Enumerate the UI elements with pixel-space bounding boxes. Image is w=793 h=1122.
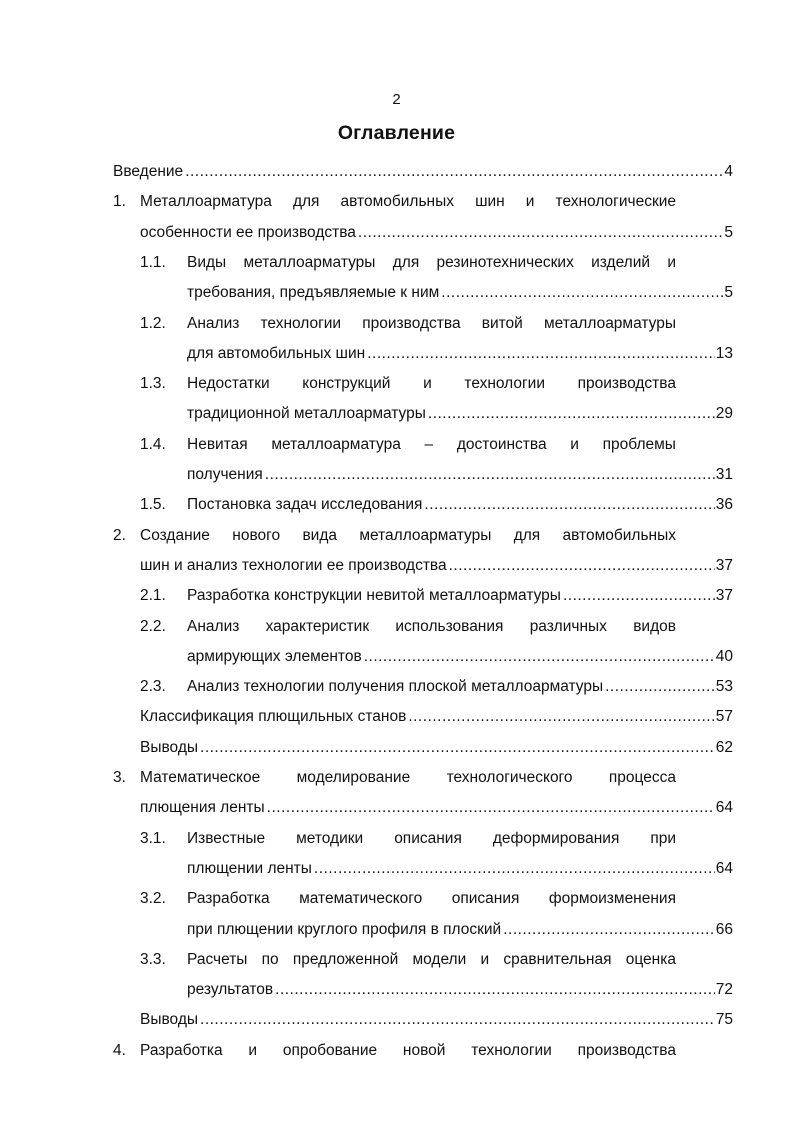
toc-entry-title: Выводы [140, 738, 199, 756]
toc-entry-title: Классификация плющильных станов [140, 708, 407, 726]
toc-entry-leader[interactable] [187, 978, 733, 1002]
toc-word: металлоарматуры [544, 314, 676, 332]
toc-word: металлоарматура [271, 435, 401, 453]
toc-entry-page: 62 [715, 738, 733, 756]
toc-entry-title: Выводы [140, 1011, 199, 1029]
toc-entry-title [187, 887, 676, 911]
toc-entry-title [187, 615, 676, 639]
toc-line [0, 554, 793, 578]
toc-entry-page: 57 [715, 708, 733, 726]
toc-line [0, 705, 793, 729]
toc-entry-number: 3. [113, 769, 126, 786]
dot-leader [605, 675, 715, 699]
toc-line [0, 524, 793, 548]
toc-entry-title [187, 312, 676, 336]
toc-word: видов [633, 617, 676, 635]
toc-line [0, 402, 793, 426]
toc-line [0, 342, 793, 366]
toc-line [0, 948, 793, 972]
dot-leader [200, 1008, 715, 1032]
toc-word: характеристик [265, 617, 370, 635]
toc-line [0, 372, 793, 396]
toc-entry-title: Постановка задач исследования [187, 496, 423, 514]
toc-word: Недостатки [187, 375, 270, 393]
toc-entry-title [140, 766, 676, 790]
toc-word: моделирование [296, 769, 411, 786]
toc-word: и [248, 1041, 258, 1059]
toc-entry-page: 5 [724, 284, 733, 302]
toc-entry-number: 1.5. [140, 496, 166, 514]
toc-entry-title: традиционной металлоарматуры [187, 405, 426, 423]
toc-entry-page: 37 [715, 556, 733, 574]
toc-entry-title: плющения ленты [140, 799, 265, 817]
dot-leader [424, 493, 714, 517]
toc-entry-page: 5 [724, 223, 733, 241]
toc-word: нового [232, 526, 281, 544]
toc-word: металлоарматуры [243, 253, 376, 271]
dot-leader [563, 584, 715, 608]
toc-entry-title [140, 190, 676, 214]
toc-entry-page: 37 [715, 587, 733, 605]
toc-entry-leader[interactable] [140, 221, 733, 245]
toc-word: различных [529, 617, 607, 635]
toc-word: технологического [446, 769, 573, 786]
toc-word: технологические [555, 193, 676, 211]
toc-entry-title: особенности ее производства [140, 223, 356, 241]
toc-entry-leader[interactable] [187, 281, 733, 305]
toc-entry-leader[interactable] [187, 675, 733, 699]
toc-line [0, 433, 793, 457]
toc-entry-leader[interactable] [140, 736, 733, 760]
toc-word: Анализ [187, 617, 240, 635]
toc-entry-leader[interactable] [187, 463, 733, 487]
toc-line [0, 281, 793, 305]
toc-word: для [292, 193, 320, 211]
toc-word: производства [577, 375, 676, 393]
toc-word: опробование [282, 1041, 378, 1059]
toc-word: конструкций [302, 375, 391, 393]
toc-word: – [424, 435, 434, 453]
toc-line [0, 887, 793, 911]
toc-entry-number: 1. [113, 193, 126, 211]
toc-entry-number: 1.3. [140, 375, 166, 393]
toc-line [0, 615, 793, 639]
toc-word: описания [394, 829, 462, 847]
toc-word: Анализ [187, 314, 240, 332]
toc-entry-page: 75 [715, 1011, 733, 1029]
toc-word: производства [362, 314, 461, 332]
toc-line [0, 645, 793, 669]
toc-word: при [650, 829, 676, 847]
toc-entry-title: Разработка конструкции невитой металлоарматуры [187, 587, 561, 605]
toc-entry-leader[interactable] [187, 584, 733, 608]
toc-word: и [423, 375, 432, 393]
toc-line [0, 796, 793, 820]
toc-word: Разработка [187, 890, 270, 908]
toc-line [0, 857, 793, 881]
toc-entry-title [187, 948, 676, 972]
toc-word: формоизменения [548, 890, 676, 908]
toc-word: Математическое [140, 769, 261, 786]
toc-word: математического [299, 890, 423, 908]
toc-entry-page: 13 [715, 344, 733, 362]
toc-word: Невитая [187, 435, 248, 453]
toc-entry-number: 3.1. [140, 829, 166, 847]
toc-entry-title [140, 524, 676, 548]
dot-leader [358, 221, 723, 245]
toc-word: методики [296, 829, 364, 847]
toc-word: Виды [187, 253, 227, 271]
toc-line [0, 251, 793, 275]
toc-entry-page: 64 [715, 799, 733, 817]
toc-line [0, 978, 793, 1002]
toc-entry-number: 2.1. [140, 587, 166, 605]
toc-word: и [525, 193, 535, 211]
dot-leader [314, 857, 715, 881]
toc-entry-leader[interactable] [140, 554, 733, 578]
toc-word: металлоарматуры [359, 526, 492, 544]
toc-entry-title [187, 251, 676, 275]
toc-word: автомобильных [340, 193, 454, 211]
toc-line [0, 493, 793, 517]
toc-line [0, 312, 793, 336]
toc-line [0, 584, 793, 608]
toc-word: изделий [591, 253, 651, 271]
toc-word: автомобильных [562, 526, 676, 544]
toc-entry-page: 53 [715, 678, 733, 696]
toc-word: использования [395, 617, 504, 635]
toc-entry-title [187, 372, 676, 396]
toc-entry-title: требования, предъявляемые к ним [187, 284, 440, 302]
dot-leader [503, 918, 715, 942]
dot-leader [428, 402, 715, 426]
page-number: 2 [392, 91, 401, 108]
toc-line [0, 463, 793, 487]
dot-leader [265, 463, 715, 487]
toc-entry-title: плющении ленты [187, 859, 312, 877]
toc-line [0, 221, 793, 245]
toc-word: по [261, 950, 279, 968]
toc-entry-leader[interactable] [187, 857, 733, 881]
toc-entry-leader[interactable] [187, 342, 733, 366]
toc-entry-page: 29 [715, 405, 733, 423]
toc-line [0, 766, 793, 790]
toc-entry-number: 3.2. [140, 890, 166, 908]
toc-word: Металлоарматура [140, 193, 272, 211]
dot-leader [449, 554, 715, 578]
toc-entry-number: 1.4. [140, 435, 166, 453]
toc-word: производства [577, 1041, 676, 1059]
toc-entry-number: 1.2. [140, 314, 166, 332]
toc-entry-number: 2.3. [140, 678, 166, 696]
toc-entry-title: Анализ технологии получения плоской металлоарматуры [187, 678, 604, 696]
toc-entry-number: 2.2. [140, 617, 166, 635]
toc-word: предложенной [292, 950, 399, 968]
toc-entry-leader[interactable] [140, 705, 733, 729]
toc-word: технологии [471, 1041, 552, 1059]
toc-entry-page: 66 [715, 920, 733, 938]
toc-entry-page: 36 [715, 496, 733, 514]
toc-word: Известные [187, 829, 266, 847]
toc-word: Разработка [140, 1041, 223, 1059]
dot-leader [408, 705, 714, 729]
toc-word: достоинства [456, 435, 547, 453]
toc-word: проблемы [602, 435, 676, 453]
toc-word: витой [481, 314, 523, 332]
toc-line [0, 827, 793, 851]
dot-leader [200, 736, 715, 760]
toc-word: модели [412, 950, 467, 968]
toc-entry-title: армирующих элементов [187, 647, 362, 665]
toc-word: деформирования [492, 829, 620, 847]
toc-line [0, 160, 793, 184]
toc-entry-page: 72 [715, 981, 733, 999]
toc-entry-title: при плющении круглого профиля в плоский [187, 920, 502, 938]
toc-word: новой [402, 1041, 446, 1059]
toc-entry-title [187, 433, 676, 457]
toc-word: описания [451, 890, 520, 908]
toc-entry-number: 1.1. [140, 253, 166, 271]
toc-title: Оглавление [337, 122, 456, 144]
toc-entry-title: Введение [113, 163, 184, 180]
dot-leader [364, 645, 715, 669]
toc-entry-page: 4 [724, 163, 733, 180]
dot-leader [441, 281, 723, 305]
toc-entry-leader[interactable] [187, 645, 733, 669]
toc-word: сравнительная [503, 950, 612, 968]
toc-entry-number: 3.3. [140, 950, 166, 968]
toc-entry-leader[interactable] [140, 1008, 733, 1032]
toc-entry-number: 4. [113, 1041, 126, 1059]
toc-entry-page: 64 [715, 859, 733, 877]
dot-leader [185, 160, 723, 184]
toc-line [0, 918, 793, 942]
toc-word: шин [475, 193, 505, 211]
toc-line [0, 1008, 793, 1032]
toc-word: оценка [625, 950, 676, 968]
dot-leader [267, 796, 715, 820]
toc-line [0, 190, 793, 214]
toc-entry-title [140, 1039, 676, 1063]
toc-word: технологии [260, 314, 342, 332]
toc-entry-title [187, 827, 676, 851]
toc-word: и [667, 253, 676, 271]
toc-word: и [570, 435, 579, 453]
toc-entry-leader[interactable] [187, 918, 733, 942]
toc-word: технологии [464, 375, 545, 393]
toc-entry-leader[interactable] [187, 493, 733, 517]
toc-word: резинотехнических [436, 253, 574, 271]
toc-entry-title: для автомобильных шин [187, 344, 366, 362]
toc-word: Создание [140, 526, 210, 544]
toc-line [0, 736, 793, 760]
toc-entry-title: получения [187, 466, 263, 483]
toc-line [0, 1039, 793, 1063]
toc-word: вида [302, 526, 337, 544]
toc-entry-number: 2. [113, 526, 126, 544]
toc-word: процесса [608, 769, 676, 786]
toc-word: Расчеты [187, 950, 248, 968]
toc-entry-page: 40 [715, 647, 733, 665]
dot-leader [275, 978, 715, 1002]
dot-leader [367, 342, 715, 366]
toc-entry-title: шин и анализ технологии ее производства [140, 556, 447, 574]
toc-entry-leader[interactable] [113, 160, 733, 184]
toc-word: для [392, 253, 420, 271]
toc-word: и [480, 950, 490, 968]
toc-line [0, 675, 793, 699]
toc-entry-leader[interactable] [140, 796, 733, 820]
toc-word: для [513, 526, 541, 544]
toc-entry-page: 31 [715, 466, 733, 483]
toc-entry-title: результатов [187, 981, 274, 999]
toc-entry-leader[interactable] [187, 402, 733, 426]
